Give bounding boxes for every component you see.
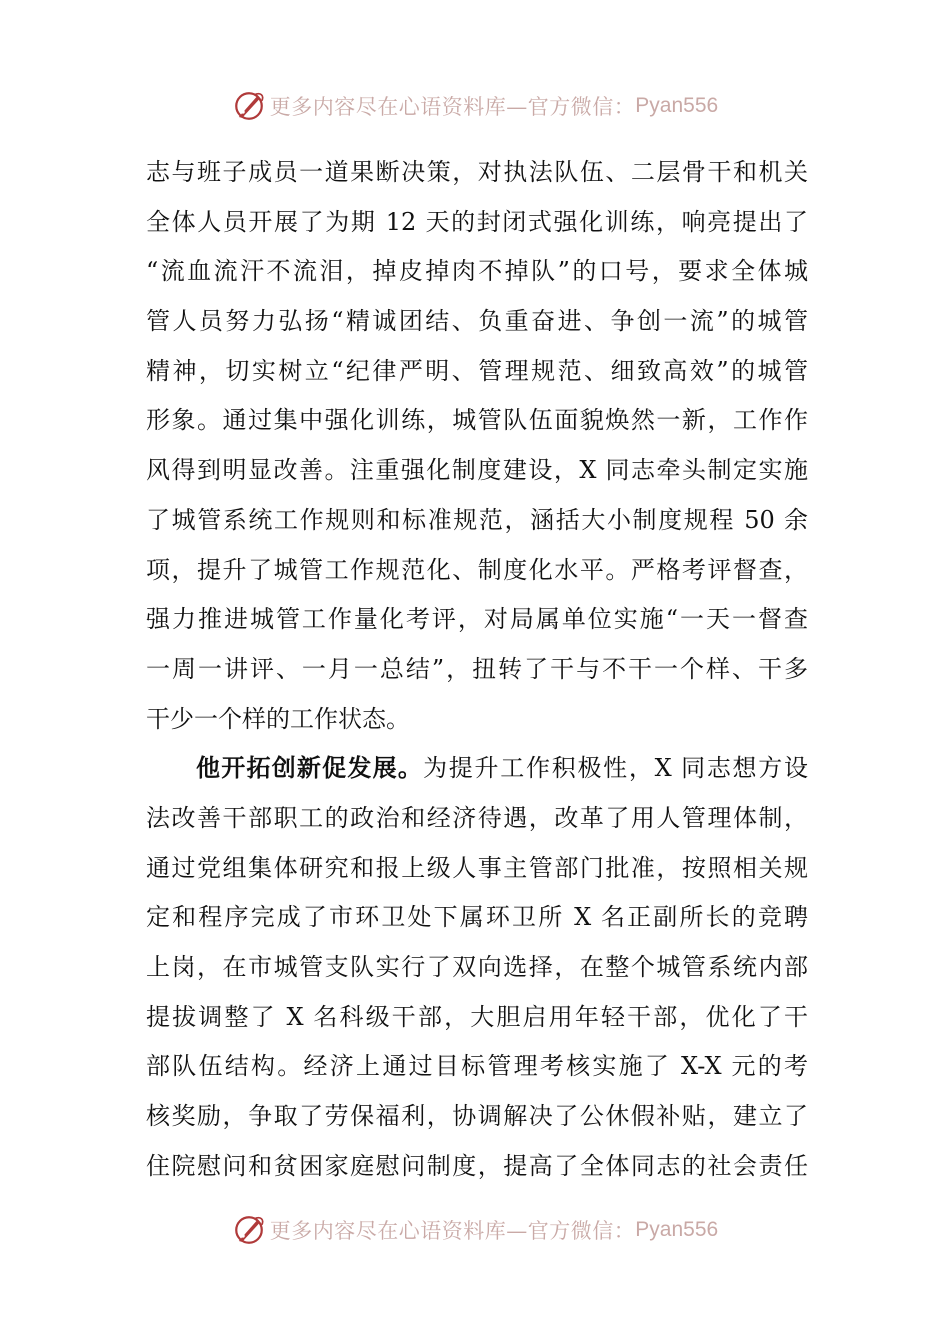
text-line: 强力推进城管工作量化考评，对局属单位实施“一天一督查 [146, 605, 808, 634]
text-line: “流血流汗不流泪，掉皮掉肉不掉队”的口号，要求全体城 [146, 257, 808, 286]
paragraph-first-line [146, 744, 808, 794]
text-line: 了城管系统工作规则和标准规范，涵括大小制度规程 50 余 [146, 505, 808, 534]
text-line: 风得到明显改善。注重强化制度建设，X 同志牵头制定实施 [146, 456, 808, 485]
text-line: 项，提升了城管工作规范化、制度化水平。严格考评督查， [146, 555, 808, 584]
paragraph-first-line-text: 为提升工作积极性，X 同志想方设 [423, 754, 809, 783]
header-banner-text: 更多内容尽在心语资料库—官方微信： [269, 95, 636, 119]
quill-seal-logo-icon [232, 1213, 266, 1247]
footer-banner-text: 更多内容尽在心语资料库—官方微信： [269, 1219, 636, 1243]
text-line: 提拔调整了 X 名科级干部，大胆启用年轻干部，优化了干 [146, 1002, 808, 1031]
document-body [146, 148, 808, 1191]
text-line: 上岗，在市城管支队实行了双向选择，在整个城管系统内部 [146, 953, 808, 981]
footer-watermark-banner [0, 1210, 950, 1250]
text-line: 志与班子成员一道果断决策，对执法队伍、二层骨干和机关 [146, 158, 808, 186]
header-watermark-banner [0, 86, 950, 126]
header-wechat-id: Pyan556 [635, 94, 719, 117]
text-line: 精神，切实树立“纪律严明、管理规范、细致高效”的城管 [146, 356, 808, 385]
text-line: 形象。通过集中强化训练，城管队伍面貌焕然一新，工作作 [146, 406, 808, 435]
paragraph-heading: 他开拓创新促发展。 [196, 754, 424, 783]
text-line: 法改善干部职工的政治和经济待遇，改革了用人管理体制， [146, 803, 808, 832]
text-line: 定和程序完成了市环卫处下属环卫所 X 名正副所长的竞聘 [146, 903, 808, 932]
text-line: 全体人员开展了为期 12 天的封闭式强化训练，响亮提出了 [146, 207, 808, 236]
text-line: 核奖励，争取了劳保福利，协调解决了公休假补贴，建立了 [146, 1102, 808, 1131]
text-line: 通过党组集体研究和报上级人事主管部门批准，按照相关规 [146, 853, 808, 882]
text-line: 一周一讲评、一月一总结”，扭转了干与不干一个样、干多 [146, 654, 808, 683]
text-line: 干少一个样的工作状态。 [146, 704, 410, 733]
quill-seal-logo-icon [232, 89, 266, 123]
footer-wechat-id: Pyan556 [635, 1218, 719, 1241]
text-line: 部队伍结构。经济上通过目标管理考核实施了 X-X 元的考 [146, 1052, 808, 1081]
text-line: 住院慰问和贫困家庭慰问制度，提高了全体同志的社会责任 [146, 1151, 808, 1180]
text-line: 管人员努力弘扬“精诚团结、负重奋进、争创一流”的城管 [146, 307, 808, 336]
